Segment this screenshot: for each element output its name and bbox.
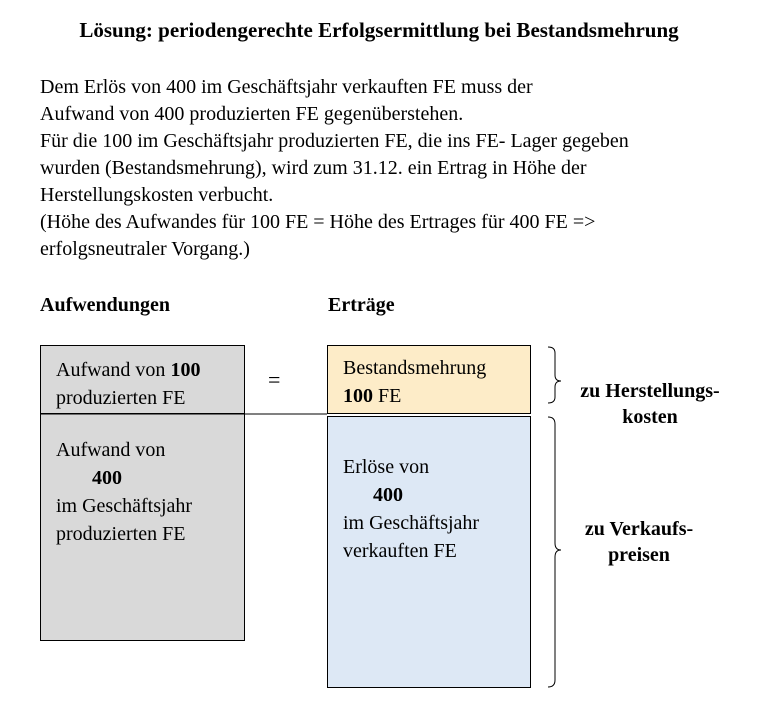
- brace-herstellung: [548, 347, 561, 403]
- paragraph-line: erfolgsneutraler Vorgang.): [40, 238, 250, 260]
- page-title: Lösung: periodengerechte Erfolgsermittlung bei Bestandsmehrung: [79, 18, 679, 42]
- bestand-line1: Bestandsmehrung: [343, 357, 487, 379]
- aufwand-100-line2: produzierten FE: [56, 387, 186, 409]
- label-verkaufspreise: [564, 516, 714, 568]
- herstellung-line1: zu Herstellungs-: [580, 380, 720, 402]
- paragraph-line: Dem Erlös von 400 im Geschäftsjahr verkauften FE muss der: [40, 76, 533, 98]
- paragraph-line: Für die 100 im Geschäftsjahr produzierten FE, die ins FE- Lager gegeben: [40, 130, 629, 152]
- heading-ertraege: Erträge: [328, 294, 395, 316]
- paragraph-line: (Höhe des Aufwandes für 100 FE = Höhe des Ertrages für 400 FE =>: [40, 211, 596, 233]
- verkauf-line2: preisen: [608, 544, 670, 566]
- herstellung-line2: kosten: [622, 406, 678, 428]
- aufwand-100-prefix: Aufwand von: [56, 359, 171, 381]
- aufwand-400-line3: im Geschäftsjahr: [56, 495, 193, 517]
- paragraph-line: Herstellungskosten verbucht.: [40, 184, 274, 206]
- erloese-line1: Erlöse von: [343, 456, 430, 478]
- erloese-line3: im Geschäftsjahr: [343, 512, 480, 534]
- aufwand-400-number: 400: [92, 467, 122, 489]
- paragraph-line: Aufwand von 400 produzierten FE gegenüberstehen.: [40, 103, 464, 125]
- erloese-line4: verkauften FE: [343, 540, 457, 562]
- paragraph-line: wurden (Bestandsmehrung), wird zum 31.12. ein Ertrag in Höhe der: [40, 157, 587, 179]
- brace-verkauf: [548, 417, 561, 687]
- aufwand-400-line1: Aufwand von: [56, 439, 166, 461]
- aufwand-100-number: 100: [170, 359, 201, 381]
- aufwand-400-line4: produzierten FE: [56, 523, 186, 545]
- bestand-suffix: FE: [373, 385, 402, 407]
- heading-aufwendungen: Aufwendungen: [40, 294, 171, 316]
- equals-sign: =: [268, 367, 281, 392]
- label-herstellungskosten: [564, 378, 736, 430]
- erloese-number: 400: [373, 484, 403, 506]
- bestand-number: 100: [343, 385, 373, 407]
- verkauf-line1: zu Verkaufs-: [584, 518, 694, 540]
